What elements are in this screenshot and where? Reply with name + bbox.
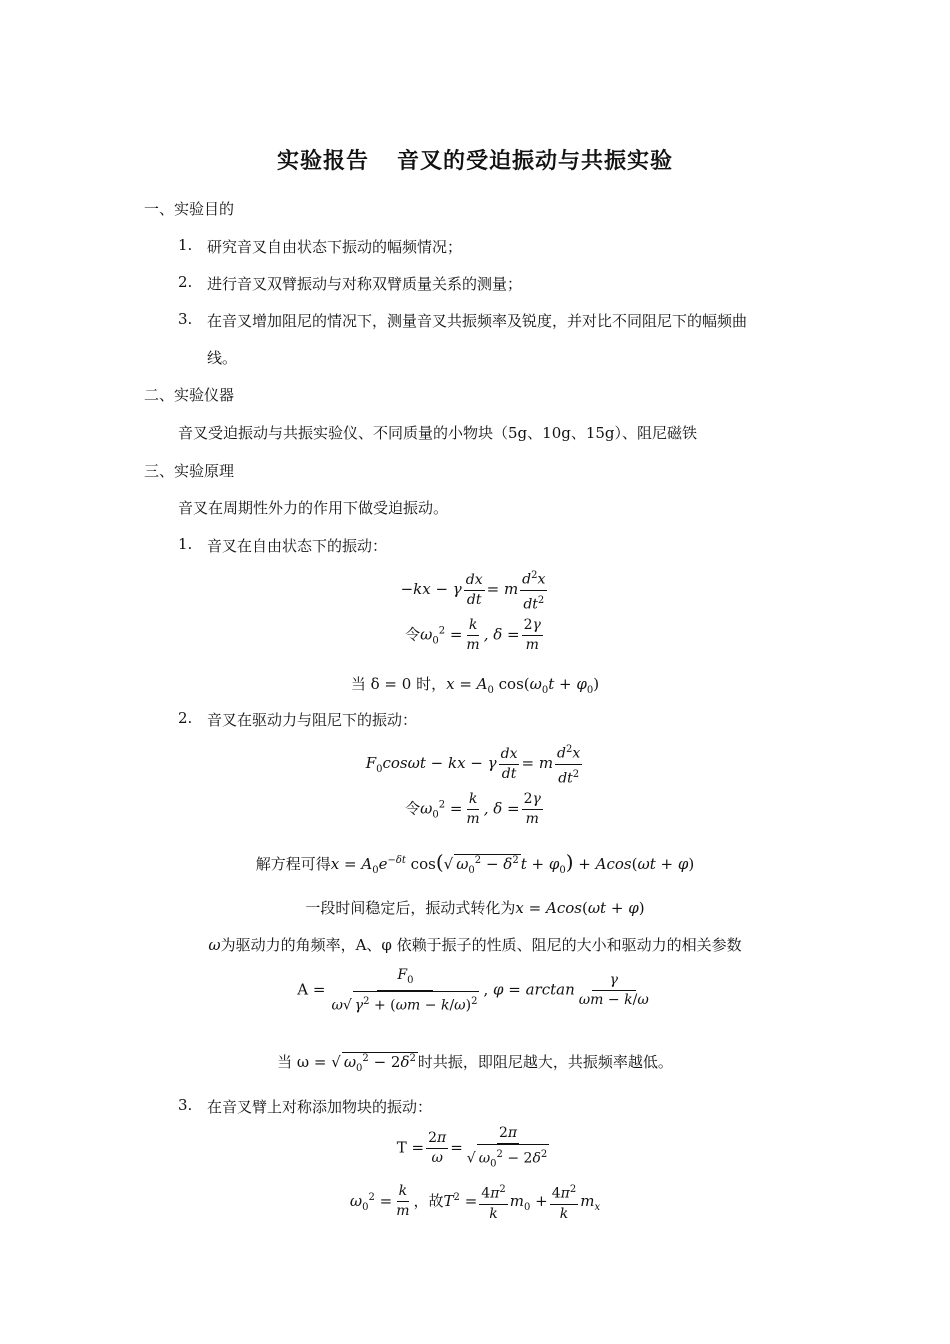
list-item: 进行音叉双臂振动与对称双臂质量关系的测量； xyxy=(207,275,523,293)
principle-item-1: 音叉在自由状态下的振动： xyxy=(207,537,388,555)
section-heading-apparatus: 二、实验仪器 xyxy=(144,386,235,404)
equation-steady-state: 一段时间稳定后，振动式转化为x = Acos(ωt + φ) xyxy=(305,899,645,917)
list-number: 1. xyxy=(178,236,193,254)
equation-resonance: 当 ω = √ $\omega_0^2 - 2\delta^2$ 时共振，即阻尼越大，共振频率越低。 xyxy=(277,1053,673,1074)
list-number: 3. xyxy=(178,1096,193,1114)
title-part1: 实验报告 xyxy=(276,149,369,174)
list-number: 3. xyxy=(178,310,193,328)
section-heading-principle: 三、实验原理 xyxy=(144,462,235,480)
list-number: 1. xyxy=(178,535,193,553)
equation-definitions-2: 令$\omega_0^2$ = $\frac{k}{m}$ , δ = $\frac{2\gamma}{m}$ xyxy=(405,791,541,827)
list-item: 在音叉增加阻尼的情况下，测量音叉共振频率及锐度，并对比不同阻尼下的幅频曲 xyxy=(207,312,748,330)
list-item: 研究音叉自由状态下振动的幅频情况； xyxy=(207,238,463,256)
list-number: 2. xyxy=(178,709,193,727)
equation-free-solution: 当 δ = 0 时，$x = A_0$ $\cos(\omega_0t + \varphi_0)$ xyxy=(350,675,600,696)
principle-item-2: 音叉在驱动力与阻尼下的振动： xyxy=(207,711,418,729)
equation-definitions-1: 令$\omega_0^2$ = $\frac{k}{m}$ , δ = $\frac{2\gamma}{m}$ xyxy=(405,617,541,653)
list-item-continuation: 线。 xyxy=(207,349,238,367)
principle-item-3: 在音叉臂上对称添加物块的振动： xyxy=(207,1098,433,1116)
apparatus-text: 音叉受迫振动与共振实验仪、不同质量的小物块（5g、10g、15g）、阻尼磁铁 xyxy=(178,424,698,442)
page-title xyxy=(0,144,950,175)
equation-period: T = $\frac{2\pi}{\omega}$ = $\frac{2\pi}{√ \omega_0^2 - 2\delta^2}$ xyxy=(0,1124,950,1173)
equation-general-solution: 解方程可得$x = A_0e^{-\delta t}$ cos(√ $\omega_0^2 - \delta^2$ $t + \varphi_0) + Acos(\omega t + \varphi)$ xyxy=(255,850,695,876)
equation-forced-motion: $F_0\cos\omega t$ − kx − γ $\frac{dx}{dt}$ = m $\frac{d^2x}{dt^2}$ xyxy=(0,740,950,788)
section-heading-purpose: 一、实验目的 xyxy=(144,200,235,218)
equation-amplitude-phase: A = $\frac{F_0}{\omega√ \gamma^2 + (\omega m - k/\omega)^2}$ , φ = arctan $\frac{\gamma}{\omega m - k/\omega}$ xyxy=(297,967,649,1014)
principle-intro: 音叉在周期性外力的作用下做受迫振动。 xyxy=(178,499,449,517)
equation-mass-relation: $\omega_0^2$ = $\frac{k}{m}$ ，故$T^2$ = $\frac{4\pi^2}{k}$ $m_0$ + $\frac{4\pi^2}{k}$ $m_x$ xyxy=(0,1180,950,1224)
equation-free-motion: −kx − γ $\frac{dx}{dt}$ = m $\frac{d^2x}{dt^2}$ xyxy=(0,566,950,614)
list-number: 2. xyxy=(178,273,193,291)
omega-description: ω为驱动力的角频率，A、φ 依赖于振子的性质、阻尼的大小和驱动力的相关参数 xyxy=(208,936,742,954)
title-part2: 音叉的受迫振动与共振实验 xyxy=(397,149,674,174)
